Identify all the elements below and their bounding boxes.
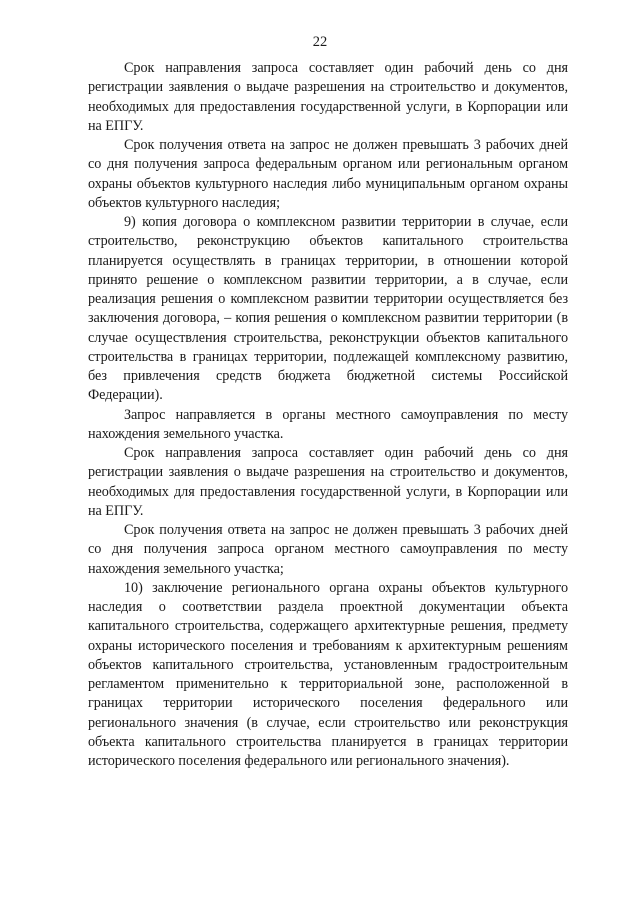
paragraph-request-timing: Срок направления запроса составляет один рабочий день со дня регистрации заявления о выдаче разрешения на строительство и документов, необходимых для предоставления государственной услуги, в Корпорации или на ЕПГУ. (88, 60, 568, 134)
paragraph-item-10: 10) заключение регионального органа охраны объектов культурного наследия о соответствии раздела проектной документации объекта капитального строительства, содержащего архитектурные решения, предмету охраны исторического поселения и требованиям к архитектурным решениям объектов капитального строительства, установленным градостроительным регламентом применительно к территориальной зоне, расположенной в границах территории исторического поселения федерального или регионального значения (в случае, если строительство или реконструкция объекта капитального строительства планируется в границах территории исторического поселения федерального или регионального значения). (88, 579, 568, 769)
paragraph-request-destination: Запрос направляется в органы местного самоуправления по месту нахождения земельного участка. (88, 406, 568, 442)
paragraph-response-timing: Срок получения ответа на запрос не должен превышать 3 рабочих дней со дня получения запроса федеральным органом или региональным органом охраны объектов культурного наследия либо муниципальным органом охраны объектов культурного наследия; (88, 137, 568, 211)
page-number: 22 (312, 34, 328, 50)
paragraph-item-9: 9) копия договора о комплексном развитии территории в случае, если строительство, реконструкцию объектов капитального строительства планируется осуществлять в границах территории, в отношении которой принято решение о комплексном развитии территории, а в случае, если реализация решения о комплексном развитии территории осуществляется без заключения договора, – копия решения о комплексном развитии территории (в случае осуществления строительства, реконструкции объектов капитального строительства в границах территории, подлежащей комплексному развитию, без привлечения средств бюджета бюджетной системы Российской Федерации). (88, 214, 568, 404)
paragraph-request-timing-2: Срок направления запроса составляет один рабочий день со дня регистрации заявления о выдаче разрешения на строительство и документов, необходимых для предоставления государственной услуги, в Корпорации или на ЕПГУ. (88, 445, 568, 519)
document-body (88, 59, 568, 771)
paragraph-response-timing-2: Срок получения ответа на запрос не должен превышать 3 рабочих дней со дня получения запроса органом местного самоуправления по месту нахождения земельного участка; (88, 522, 568, 577)
